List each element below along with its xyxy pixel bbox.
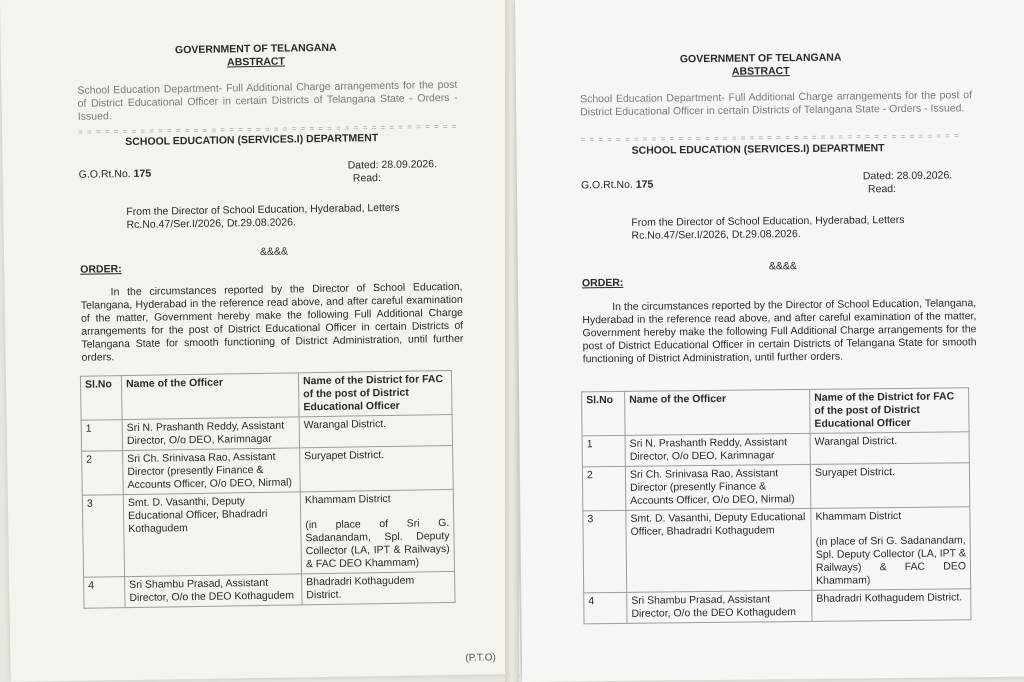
table-row [583, 507, 971, 593]
cell-officer: Sri Ch. Srinivasa Rao, Assistant Director (presently Finance & Accounts Officer, O/o DEO, Nirmal) [625, 464, 810, 510]
pto-label: (P.T.O) [465, 652, 496, 664]
subject-text: School Education Department- Full Additional Charge arrangements for the post of District Educational Officer in certain Districts of Telangana State - Orders - Issued. [77, 78, 458, 123]
table-row [84, 571, 455, 608]
separator-ampersands: &&&& [259, 245, 289, 258]
order-heading: ORDER: [80, 263, 122, 276]
col-officer: Name of the Officer [121, 373, 299, 420]
dated-text: Dated: 28.09.2026. [862, 169, 953, 183]
cell-sl: 3 [82, 495, 124, 578]
district-name: Khammam District [815, 509, 902, 523]
cell-sl: 4 [584, 592, 627, 623]
table-row [582, 432, 969, 467]
officers-table-wrap [581, 387, 971, 624]
col-district: Name of the District for FAC of the post of District Educational Officer [298, 370, 452, 416]
district-note: (in place of Sri G. Sadanandam, Spl. Deputy Collector (LA, IPT & Railways) & FAC DEO Khammam) [305, 517, 450, 571]
cell-officer: Smt. D. Vasanthi, Deputy Educational Officer, Bhadradri Kothagudem [626, 508, 812, 592]
government-title: GOVERNMENT OF TELANGANA [174, 41, 337, 57]
abstract-title: ABSTRACT [227, 55, 285, 69]
separator-ampersands: &&&& [768, 260, 797, 273]
read-label: Read: [352, 172, 381, 185]
col-slno: Sl.No [80, 376, 122, 421]
dated-text: Dated: 28.09.2026. [347, 158, 438, 172]
officers-table [80, 370, 456, 609]
go-number-value: 175 [133, 167, 152, 180]
district-name: Khammam District [304, 492, 391, 507]
reference-text: From the Director of School Education, Hyderabad, Letters Rc.No.47/Ser.I/2026, Dt.29.08.2026. [631, 213, 905, 242]
go-number [79, 168, 152, 182]
officers-table-wrap [80, 370, 456, 609]
separator-dashes: = = = = = = = = = = = = = = = = = = = = = = = = = = = = = = = = = = = = = = = = = = = [78, 121, 458, 137]
go-number [581, 179, 654, 193]
table-row [584, 589, 971, 624]
table-row [82, 445, 454, 495]
cell-district [300, 489, 454, 573]
cell-district: Bhadradri Kothagudem District. [812, 589, 971, 622]
order-heading: ORDER: [581, 276, 624, 290]
table-row [582, 463, 969, 511]
cell-officer: Sri N. Prashanth Reddy, Assistant Director, O/o DEO, Karimnagar [625, 433, 810, 466]
cell-district: Suryapet District. [300, 445, 454, 491]
cell-district: Warangal District. [810, 432, 969, 465]
cell-district [811, 507, 971, 591]
department-title: SCHOOL EDUCATION (SERVICES.I) DEPARTMENT [631, 142, 885, 157]
cell-officer: Sri Shambu Prasad, Assistant Director, O/o the DEO Kothagudem [125, 574, 302, 608]
cell-district: Warangal District. [299, 414, 452, 447]
cell-sl: 1 [582, 435, 625, 466]
order-text: In the circumstances reported by the Director of School Education, Telangana, Hyderabad in the reference read above, and after careful examination of the matter, Government hereby make the following Full Additional Charge arrangements for the post of District Educational Officer in certain Districts of Telangana State for smooth functioning of District Administration, until further orders. [582, 297, 977, 366]
go-number-value: 175 [635, 178, 654, 191]
table-header-row [80, 370, 452, 420]
cell-officer: Sri Ch. Srinivasa Rao, Assistant Director (presently Finance & Accounts Officer, O/o DEO, Nirmal) [123, 448, 301, 495]
cell-officer: Sri Shambu Prasad, Assistant Director, O/o the DEO Kothagudem [627, 590, 812, 623]
cell-district: Suryapet District. [810, 463, 969, 509]
cell-sl: 1 [81, 420, 122, 452]
table-row [82, 489, 454, 577]
cell-officer: Sri N. Prashanth Reddy, Assistant Director, O/o DEO, Karimnagar [122, 417, 299, 451]
right-page [515, 0, 1024, 682]
department-title: SCHOOL EDUCATION (SERVICES.I) DEPARTMENT [125, 132, 379, 149]
cell-district: Bhadradri Kothagudem District. [302, 571, 455, 604]
go-label: G.O.Rt.No. [580, 178, 633, 192]
officers-table [581, 387, 971, 624]
reference-text: From the Director of School Education, Hyderabad, Letters Rc.No.47/Ser.I/2026, Dt.29.08.2026. [126, 201, 400, 232]
government-title: GOVERNMENT OF TELANGANA [679, 51, 842, 66]
cell-sl: 2 [582, 466, 625, 510]
district-note: (in place of Sri G. Sadanandam, Spl. Deputy Collector (LA, IPT & Railways) & FAC DEO Khammam) [815, 534, 967, 587]
table-header-row [582, 388, 969, 436]
abstract-title: ABSTRACT [731, 65, 790, 78]
col-officer: Name of the Officer [625, 389, 810, 435]
col-slno: Sl.No [582, 391, 625, 435]
subject-text: School Education Department- Full Additional Charge arrangements for the post of District Educational Officer in certain Districts of Telangana State - Orders - Issued. [579, 89, 973, 119]
read-label: Read: [867, 183, 897, 196]
cell-sl: 4 [84, 577, 125, 609]
separator-dashes: = = = = = = = = = = = = = = = = = = = = = = = = = = = = = = = = = = = = = = = = = = = [580, 131, 960, 145]
cell-sl: 3 [583, 510, 627, 592]
col-district: Name of the District for FAC of the post of District Educational Officer [810, 388, 969, 434]
go-label: G.O.Rt.No. [78, 167, 131, 181]
cell-sl: 2 [82, 451, 124, 496]
cell-officer: Smt. D. Vasanthi, Deputy Educational Officer, Bhadradri Kothagudem [123, 492, 301, 577]
order-text: In the circumstances reported by the Director of School Education, Telangana, Hyderabad in the reference read above, and after careful examination of the matter, Government hereby make the following Full Additional Charge arrangements for the post of District Educational Officer in certain Districts of Telangana State for smooth functioning of District Administration, until further orders. [80, 280, 464, 364]
